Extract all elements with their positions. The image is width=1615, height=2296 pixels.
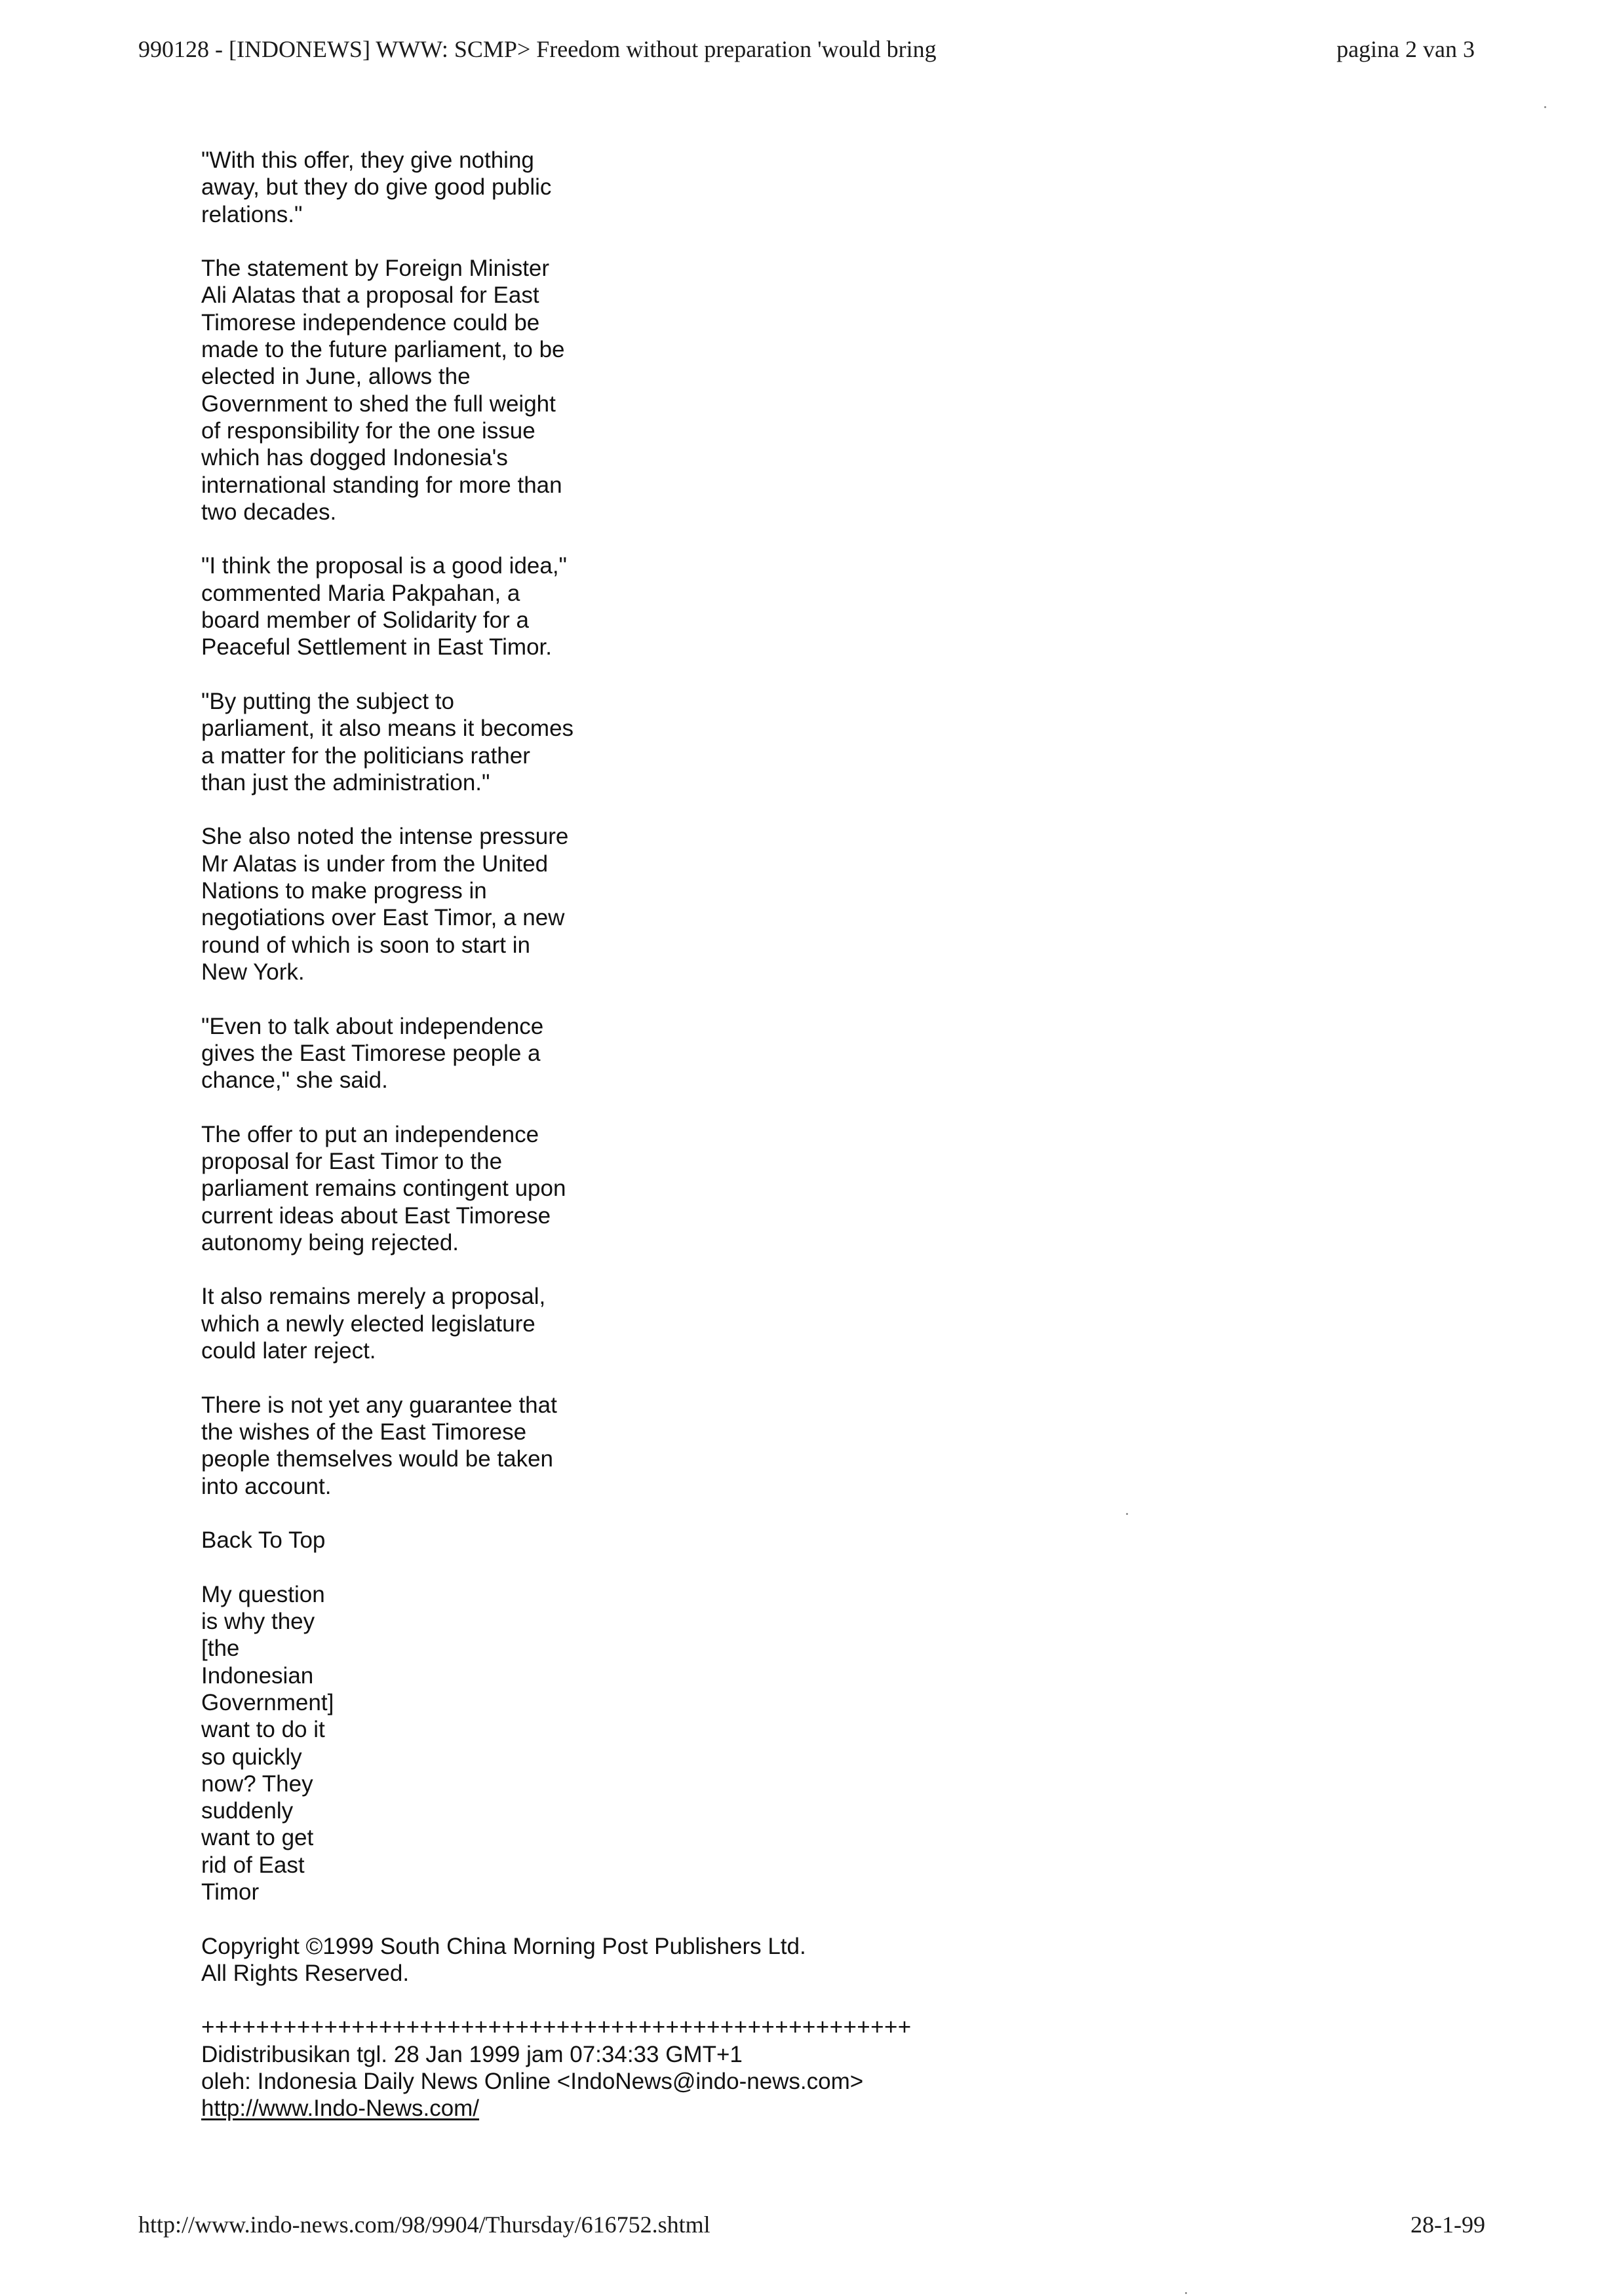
article-paragraph-3: "I think the proposal is a good idea," commented Maria Pakpahan, a board member of Solidarity for a Peaceful Settlement in East Timor. bbox=[201, 553, 567, 660]
article-paragraph-7: The offer to put an independence proposal for East Timor to the parliament remains contingent upon current ideas about East Timorese autonomy being rejected. bbox=[201, 1121, 566, 1255]
page-indicator: pagina 2 van 3 bbox=[1336, 36, 1475, 62]
article-paragraph-9: There is not yet any guarantee that the wishes of the East Timorese people themselves would be taken into account. bbox=[201, 1392, 557, 1499]
article-paragraph-6: "Even to talk about independence gives the East Timorese people a chance," she said. bbox=[201, 1013, 544, 1094]
article-paragraph-1: "With this offer, they give nothing away, but they do give good public relations." bbox=[201, 147, 552, 227]
page-url: http://www.indo-news.com/98/9904/Thursday/616752.shtml bbox=[138, 2211, 710, 2238]
scan-speck bbox=[1185, 2292, 1187, 2294]
print-header bbox=[0, 35, 1615, 75]
article-paragraph-2: The statement by Foreign Minister Ali Alatas that a proposal for East Timorese independence could be made to the future parliament, to be elected in June, allows the Government to shed the full weight of responsibility for the one issue which has dogged Indonesia's international standing for more than two decades. bbox=[201, 256, 565, 525]
article-paragraph-4: "By putting the subject to parliament, it also means it becomes a matter for the politicians rather than just the administration." bbox=[201, 688, 574, 795]
article-paragraph-8: It also remains merely a proposal, which a newly elected legislature could later reject. bbox=[201, 1284, 546, 1364]
document-title: 990128 - [INDONEWS] WWW: SCMP> Freedom without preparation 'would bring bbox=[138, 36, 937, 62]
pull-quote: My question is why they [the Indonesian Government] want to do it so quickly now? They suddenly want to get rid of East Timor bbox=[201, 1581, 334, 1905]
article-paragraph-5: She also noted the intense pressure Mr Alatas is under from the United Nations to make progress in negotiations over East Timor, a new round of which is soon to start in New York. bbox=[201, 824, 569, 985]
scan-speck bbox=[1544, 106, 1546, 108]
back-to-top-link[interactable]: Back To Top bbox=[201, 1527, 326, 1554]
distributed-date: Didistribusikan tgl. 28 Jan 1999 jam 07:34:33 GMT+1 bbox=[201, 2041, 743, 2067]
print-footer bbox=[0, 2211, 1615, 2250]
indo-news-link[interactable]: http://www.Indo-News.com/ bbox=[201, 2095, 480, 2122]
article-body bbox=[201, 147, 1119, 2122]
distribution-block bbox=[201, 2014, 1119, 2122]
copyright-notice: Copyright ©1999 South China Morning Post Publishers Ltd. All Rights Reserved. bbox=[201, 1933, 806, 1986]
distributed-by: oleh: Indonesia Daily News Online <IndoNews@indo-news.com> bbox=[201, 2069, 864, 2095]
scan-speck bbox=[1126, 1513, 1128, 1515]
separator-line: ++++++++++++++++++++++++++++++++++++++++++++++++++++ bbox=[201, 2014, 912, 2040]
print-date: 28-1-99 bbox=[1411, 2211, 1485, 2238]
